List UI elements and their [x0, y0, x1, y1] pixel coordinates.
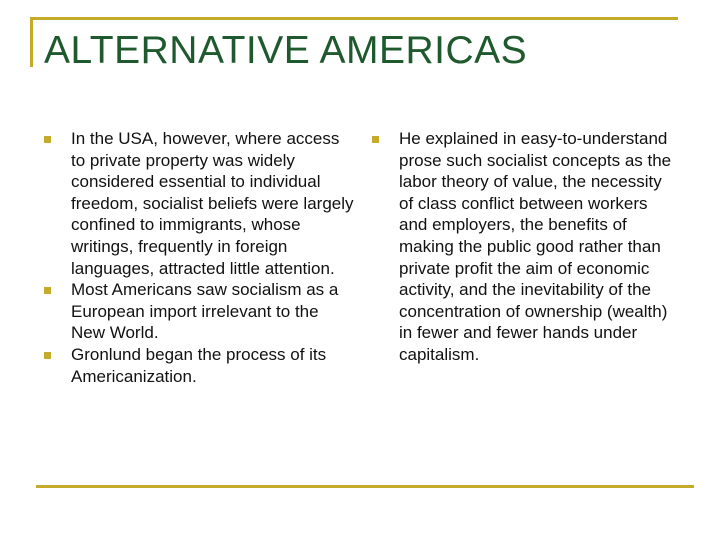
list-item [40, 279, 356, 344]
left-column [40, 128, 356, 387]
bullet-text: In the USA, however, where access to private property was widely considered essential to individual freedom, socialist beliefs were largely confined to immigrants, whose writings, frequently in foreign languages, attracted little attention. [71, 129, 354, 278]
slide-title: ALTERNATIVE AMERICAS [44, 29, 528, 72]
bullet-text: Most Americans saw socialism as a European import irrelevant to the New World. [71, 280, 339, 343]
top-accent-line [30, 17, 678, 20]
square-bullet-icon [372, 136, 379, 143]
bottom-accent-line [36, 485, 694, 488]
left-bullet-list [40, 128, 356, 387]
bullet-text: He explained in easy-to-understand prose such socialist concepts as the labor theory of value, the necessity of class conflict between workers and employers, the benefits of making the public good rather than private profit the aim of economic activity, and the inevitability of the concentration of ownership (wealth) in fewer and fewer hands under capitalism. [399, 129, 672, 364]
list-item [368, 128, 673, 366]
bullet-text: Gronlund began the process of its Americanization. [71, 344, 327, 386]
right-bullet-list [368, 128, 673, 366]
right-column [368, 128, 673, 366]
square-bullet-icon [44, 287, 51, 294]
square-bullet-icon [44, 352, 51, 359]
left-accent-line [30, 17, 33, 67]
list-item [40, 344, 356, 387]
list-item [40, 128, 356, 279]
square-bullet-icon [44, 136, 51, 143]
